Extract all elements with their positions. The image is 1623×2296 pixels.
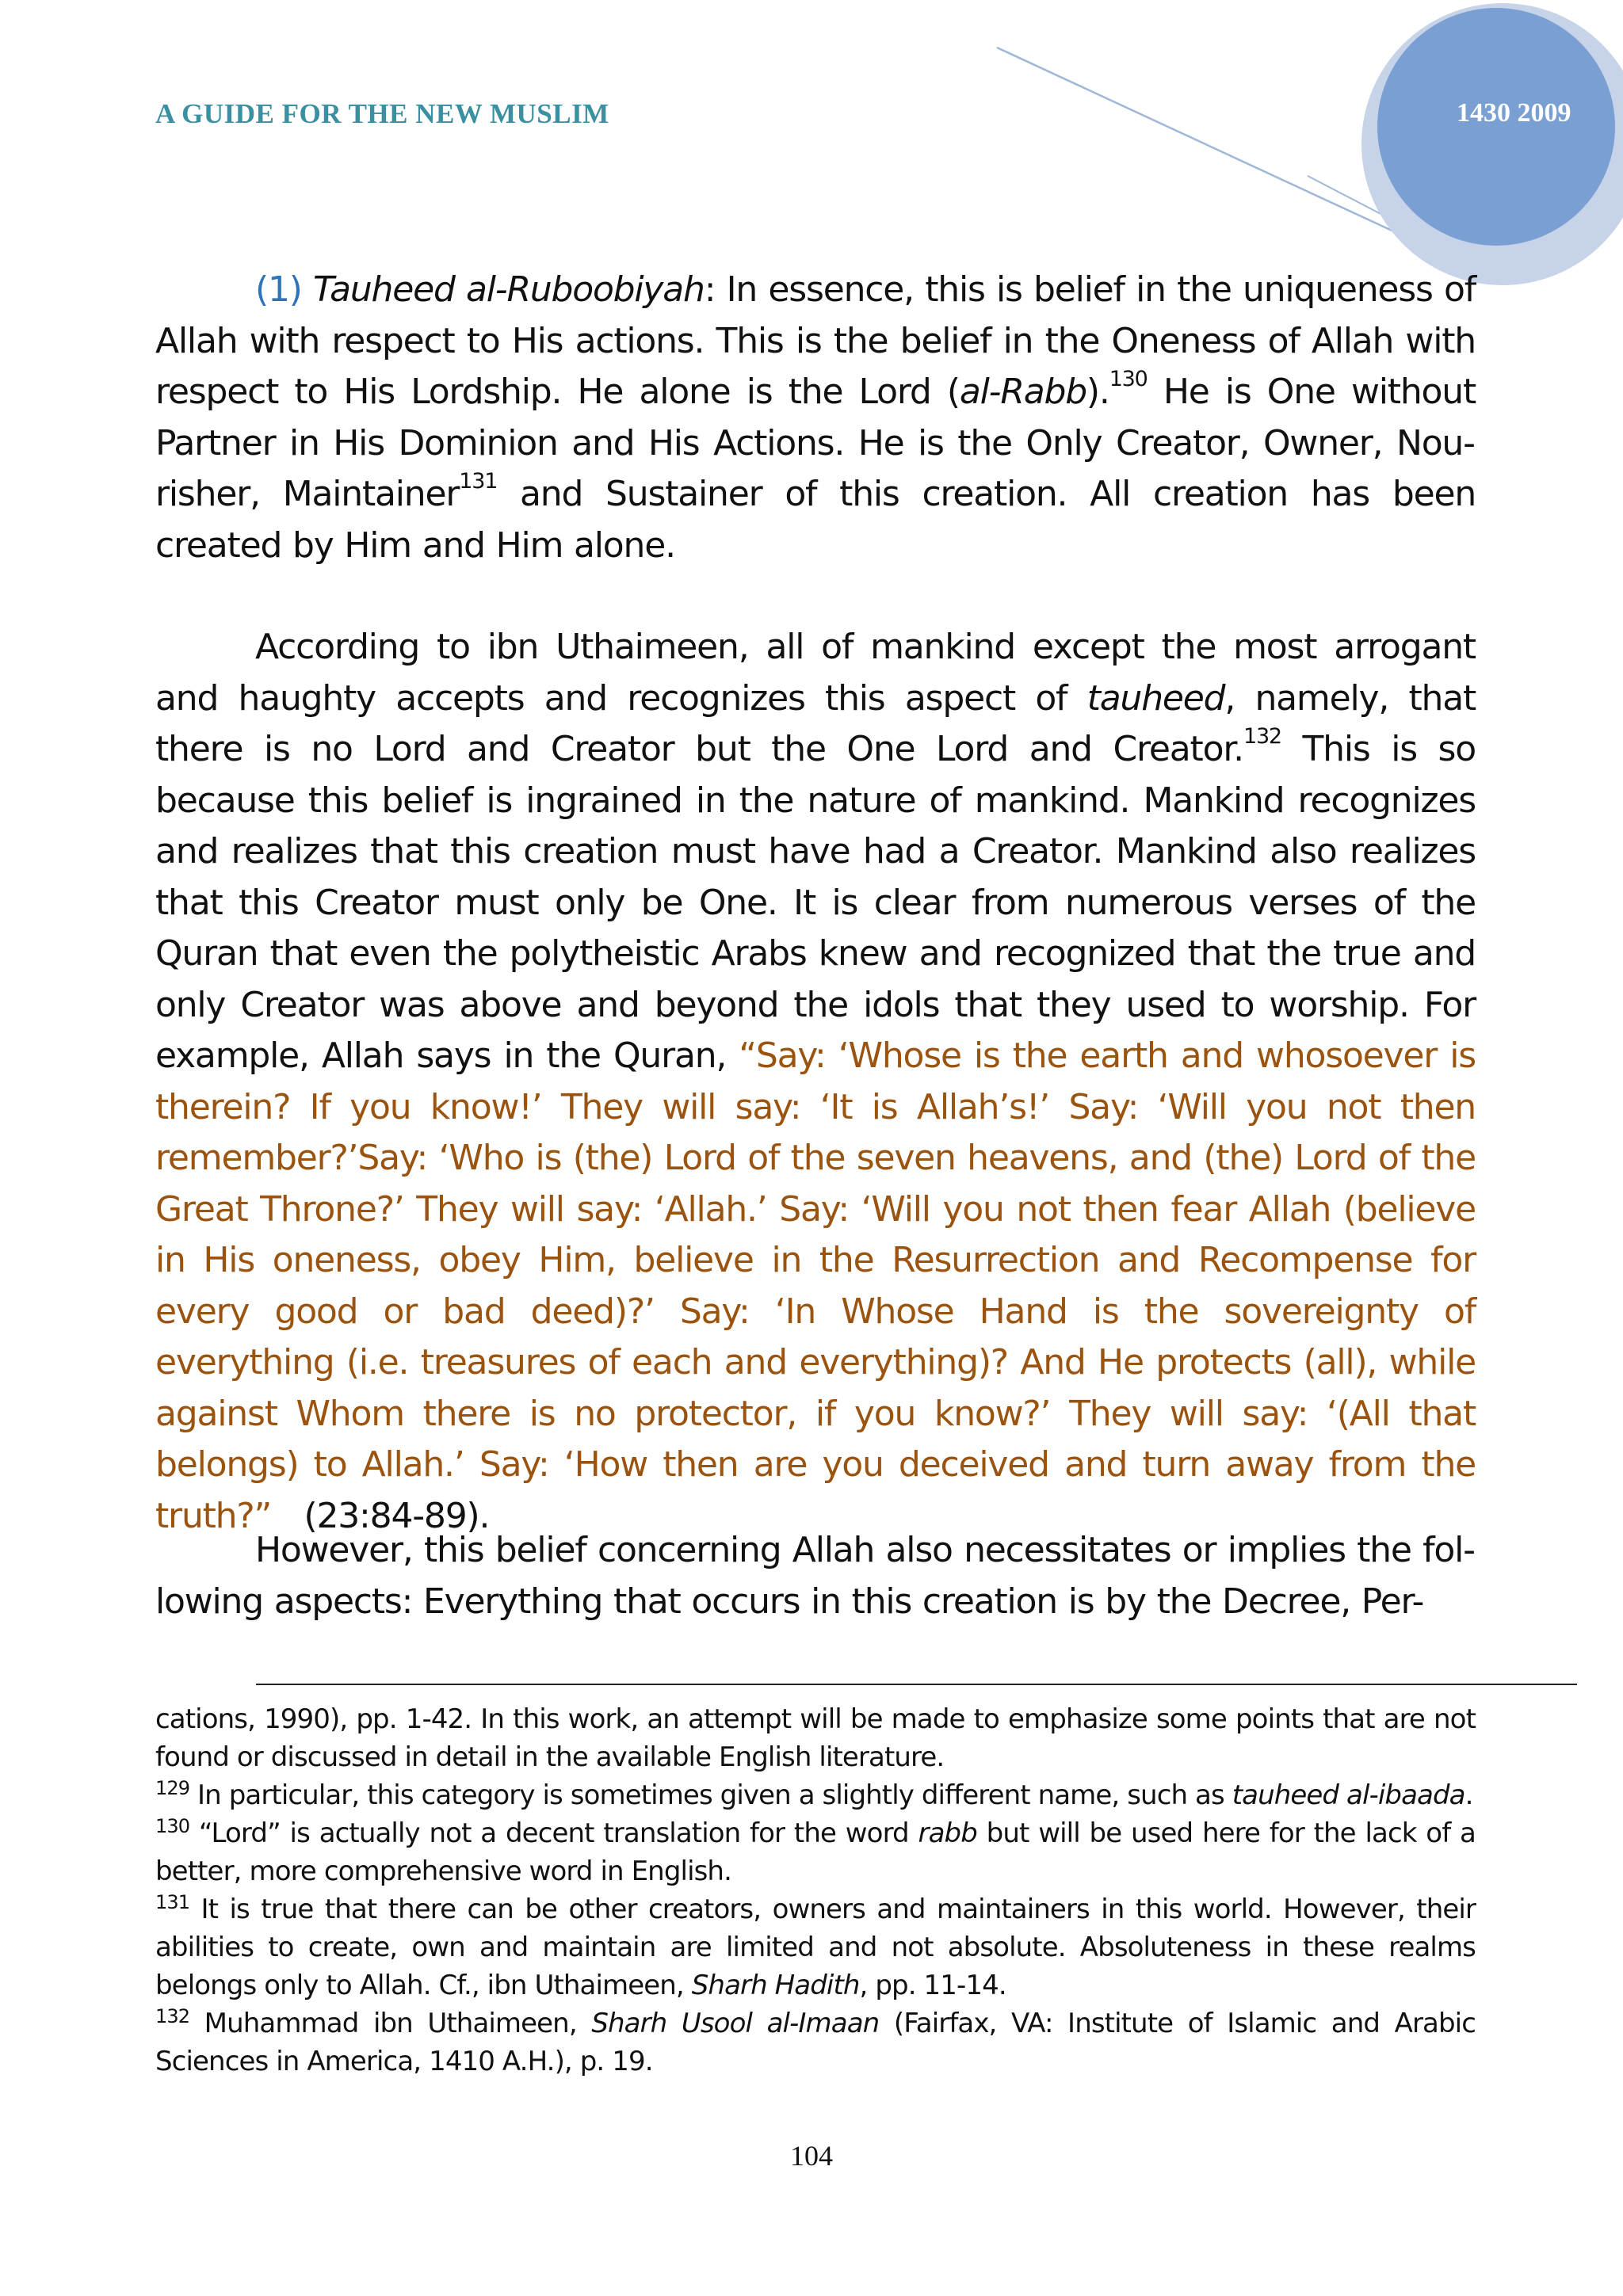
footnote-number: 131 (155, 1891, 190, 1913)
page-number: 104 (790, 2140, 833, 2172)
footnote-term: Sharh Usool al-Imaan (591, 2008, 880, 2039)
footnotes (155, 1700, 1476, 2081)
paragraph-text: and Sustainer of this creation. All creation has been created by Him and Him alone. (155, 474, 1476, 566)
quran-citation: (23:84-89). (271, 1495, 490, 1536)
footnote-129 (155, 1776, 1476, 1814)
footnote-text: but will be used here for the lack of a better, more comprehensive word in English. (155, 1817, 1476, 1887)
paragraph-tauheed-al-ruboobiyah (155, 265, 1476, 571)
term-tauheed: tauheed (1086, 677, 1225, 719)
paragraph-text: , namely, that there is no Lord and Creator but the One Lord and Creator. (155, 677, 1476, 769)
quran-quote: “Say: ‘Whose is the earth and whosoever is therein? If you know!’ They will say: ‘It is Allah’s!’ Say: ‘Will you not then remember?’Say: ‘Who is (the) Lord of the seven heavens, and (the) Lord of the Great Throne?’ They will say: ‘Allah.’ Say: ‘Will you not then fear Allah (believe in His oneness, obey Him, believe in the Resurrection and Recompense for every good or bad deed)?’ Say: ‘In Whose Hand is the sovereignty of everything (i.e. treasures of each and everything)? And He protects (all), while against Whom there is no protector, if you know?’ They will say: ‘(All that belongs) to Allah.’ Say: ‘How then are you deceived and turn away from the truth?” (155, 1035, 1476, 1536)
paragraph-text: He is One without Partner in His Dominion and His Actions. He is the Only Creator, Owner, Nourisher, Maintainer (155, 372, 1476, 514)
footnote-132 (155, 2004, 1476, 2081)
footnote-text: “Lord” is actually not a decent translation for the word (189, 1817, 918, 1849)
footnote-text: It is true that there can be other creators, owners and maintainers in this world. However, their abilities to create, own and maintain are limited and not absolute. Absoluteness in these realms belongs only to Allah. Cf., ibn Uthaimeen, (155, 1894, 1476, 2001)
term-al-rabb: al-Rabb (959, 372, 1086, 412)
footnote-ref-132[interactable]: 132 (1243, 724, 1281, 749)
footnote-ref-130[interactable]: 130 (1109, 367, 1148, 391)
paragraph-text: ). (1086, 372, 1109, 412)
paragraph-text: However, this belief concerning Allah also necessitates or implies the following aspects: Everything that occurs in this creation is by the Decree, Per- (155, 1530, 1476, 1622)
footnote-term: rabb (918, 1817, 977, 1849)
running-header-year: 1430 2009 (1457, 98, 1571, 128)
footnote-ref-131[interactable]: 131 (459, 469, 498, 494)
paragraph-ibn-uthaimeen (155, 622, 1476, 1542)
header-diagonal-line (997, 48, 1411, 239)
footnote-number: 129 (155, 1777, 190, 1799)
footnote-text: Muhammad ibn Uthaimeen, (189, 2008, 592, 2039)
footnote-divider (256, 1684, 1577, 1685)
term-tauheed-al-ruboobiyah: Tauheed al-Ruboobiyah (313, 269, 705, 310)
paragraph-text: This is so because this belief is ingrained in the nature of mankind. Mankind recognizes and realizes that this creation must have had a Creator. Mankind also realizes that this Creator must only be One. It is clear from numerous verses of the Quran that even the polytheistic Arabs knew and recognized that the true and only Creator was above and beyond the idols that they used to worship. For example, Allah says in the Quran, (155, 729, 1476, 1076)
footnote-number: 132 (155, 2005, 190, 2027)
footnote-130 (155, 1814, 1476, 1890)
footnote-text: . (1465, 1779, 1473, 1811)
running-header-title: A GUIDE FOR THE NEW MUSLIM (155, 98, 609, 129)
paragraph-number: (1) (255, 269, 302, 310)
footnote-term: Sharh Hadith (691, 1970, 860, 2001)
paragraph-text: : In essence, this is belief in the uniqueness of Allah with respect to His actions. This is the belief in the Oneness of Allah with respect to His Lordship. He alone is the Lord ( (155, 269, 1476, 412)
paragraph-implications (155, 1525, 1476, 1627)
footnote-text: (Fairfax, VA: Institute of Islamic and Arabic Sciences in America, 1410 A.H.), p. 19. (155, 2008, 1476, 2077)
footnote-text: In particular, this category is sometimes given a slightly different name, such as (189, 1779, 1232, 1811)
footnote-continued: cations, 1990), pp. 1-42. In this work, an attempt will be made to emphasize some points that are not found or discussed in detail in the available English literature. (155, 1703, 1476, 1773)
footnote-term: tauheed al-ibaada (1232, 1779, 1465, 1811)
footnote-131 (155, 1890, 1476, 2004)
paragraph-text: According to ibn Uthaimeen, all of mankind except the most arrogant and haughty accepts and recognizes this aspect of (155, 627, 1476, 719)
footnote-number: 130 (155, 1815, 190, 1837)
footnote-text: , pp. 11-14. (859, 1970, 1006, 2001)
